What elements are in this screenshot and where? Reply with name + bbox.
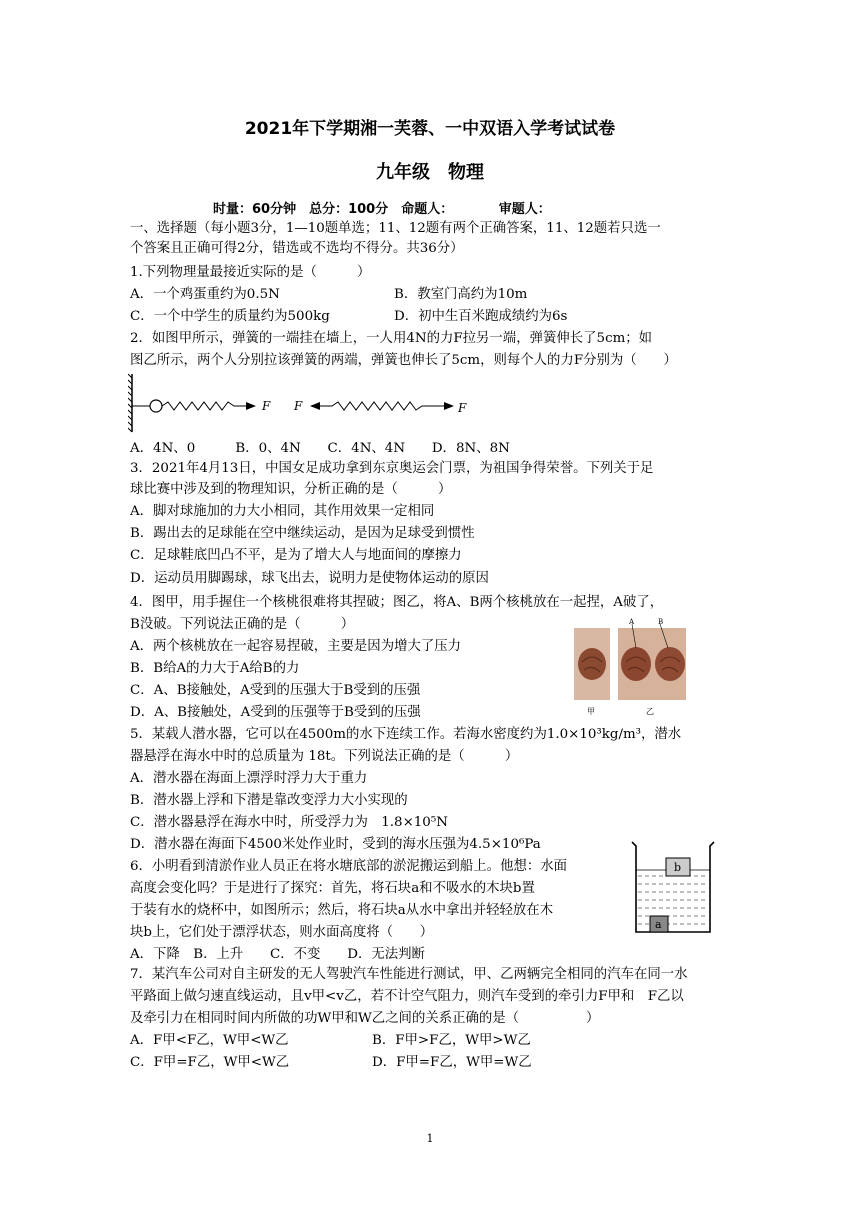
q7-stem-line-3: 及牵引力在相同时间内所做的功W甲和W乙之间的关系正确的是（ ） (130, 1011, 600, 1026)
force-label-3: F (458, 401, 467, 415)
q4-option-b: B．B给A的力大于A给B的力 (130, 661, 300, 676)
q1-option-a: A．一个鸡蛋重约为0.5N (130, 287, 280, 302)
force-label-2: F (294, 399, 303, 413)
q6-stem-line-1: 6．小明看到清淤作业人员正在将水塘底部的淤泥搬运到船上。他想：水面 (130, 859, 568, 874)
exam-title: 2021年下学期湘一芙蓉、一中双语入学考试试卷 (244, 119, 616, 139)
walnut-label-a: A (629, 618, 635, 626)
q4-stem-line-2: B没破。下列说法正确的是（ ） (130, 617, 355, 632)
q4-option-c: C．A、B接触处，A受到的压强大于B受到的压强 (130, 683, 421, 698)
q1-option-d: D．初中生百米跑成绩约为6s (394, 309, 568, 324)
q4-option-d: D．A、B接触处，A受到的压强等于B受到的压强 (130, 705, 421, 720)
walnut-photos (574, 618, 686, 718)
q6-stem-line-4: 块b上，它们处于漂浮状态，则水面高度将（ ） (130, 925, 434, 940)
q1-stem: 1.下列物理量最接近实际的是（ ） (130, 265, 371, 280)
q3-option-b: B．踢出去的足球能在空中继续运动，是因为足球受到惯性 (130, 526, 475, 541)
q7-option-c: C．F甲=F乙，W甲<W乙 (130, 1055, 290, 1070)
q5-option-b: B．潜水器上浮和下潜是靠改变浮力大小实现的 (130, 793, 408, 808)
q3-stem-line-1: 3．2021年4月13日，中国女足成功拿到东京奥运会门票，为祖国争得荣誉。下列关于足 (130, 461, 654, 476)
page-number: 1 (426, 1132, 434, 1145)
q5-option-d: D．潜水器在海面下4500米处作业时，受到的海水压强为4.5×10⁶Pa (130, 837, 541, 852)
q6-options: A．下降 B．上升 C．不变 D．无法判断 (130, 947, 425, 962)
q4-option-a: A．两个核桃放在一起容易捏破，主要是因为增大了压力 (130, 639, 462, 654)
q3-option-c: C．足球鞋底凹凸不平，是为了增大人与地面间的摩擦力 (130, 548, 462, 563)
q1-option-b: B．教室门高约为10m (394, 287, 528, 302)
q7-option-d: D．F甲=F乙，W甲=W乙 (372, 1055, 532, 1070)
q7-stem-line-2: 平路面上做匀速直线运动，且v甲<v乙，若不计空气阻力，则汽车受到的牵引力F甲和 F乙以 (130, 989, 684, 1004)
q5-stem-line-2: 器悬浮在海水中时的总质量为 18t。下列说法正确的是（ ） (130, 749, 519, 764)
photo-caption-2: 乙 (646, 707, 654, 716)
q7-option-b: B．F甲>F乙，W甲>W乙 (372, 1033, 531, 1048)
q3-option-d: D．运动员用脚踢球，球飞出去，说明力是使物体运动的原因 (130, 571, 489, 586)
q5-stem-line-1: 5．某载人潜水器，它可以在4500m的水下连续工作。若海水密度约为1.0×10³kg/m³，潜水 (130, 727, 682, 742)
q2-options: A．4N、0 B．0、4N C．4N、4N D．8N、8N (130, 441, 510, 456)
exam-meta: 时量：60分钟 总分：100分 命题人： 审题人： (213, 202, 551, 217)
q4-stem-line-1: 4．图甲，用手握住一个核桃很难将其捏破；图乙，将A、B两个核桃放在一起捏，A破了， (130, 595, 664, 610)
block-b-label: b (674, 861, 682, 874)
block-a-label: a (655, 918, 662, 931)
q6-stem-line-3: 于装有水的烧杯中，如图所示；然后，将石块a从水中拿出并轻轻放在木 (130, 903, 554, 918)
section-intro-line-1: 一、选择题（每小题3分，1—10题单选；11、12题有两个正确答案，11、12题若只选一 (130, 221, 661, 236)
q5-option-a: A．潜水器在海面上漂浮时浮力大于重力 (130, 771, 368, 786)
spring-figure (128, 372, 478, 434)
q3-stem-line-2: 球比赛中涉及到的物理知识，分析正确的是（ ） (130, 482, 452, 497)
walnut-label-b: B (658, 618, 664, 626)
q2-stem-line-1: 2．如图甲所示，弹簧的一端挂在墙上，一人用4N的力F拉另一端，弹簧伸长了5cm；如 (130, 331, 653, 346)
q1-option-c: C．一个中学生的质量约为500kg (130, 309, 330, 324)
beaker-figure (628, 836, 716, 936)
force-label-1: F (262, 399, 271, 413)
q5-option-c: C．潜水器悬浮在海水中时，所受浮力为 1.8×10⁵N (130, 815, 448, 830)
q7-option-a: A．F甲<F乙，W甲<W乙 (130, 1033, 289, 1048)
section-intro-line-2: 个答案且正确可得2分，错选或不选均不得分。共36分） (130, 241, 464, 256)
photo-caption-1: 甲 (587, 707, 595, 716)
q7-stem-line-1: 7．某汽车公司对自主研发的无人驾驶汽车性能进行测试，甲、乙两辆完全相同的汽车在同一水 (130, 967, 688, 982)
q3-option-a: A．脚对球施加的力大小相同，其作用效果一定相同 (130, 504, 435, 519)
q6-stem-line-2: 高度会变化吗？于是进行了探究：首先，将石块a和不吸水的木块b置 (130, 881, 535, 896)
q2-stem-line-2: 图乙所示，两个人分别拉该弹簧的两端，弹簧也伸长了5cm，则每个人的力F分别为（ ） (130, 353, 677, 368)
exam-subtitle: 九年级 物理 (376, 162, 484, 183)
